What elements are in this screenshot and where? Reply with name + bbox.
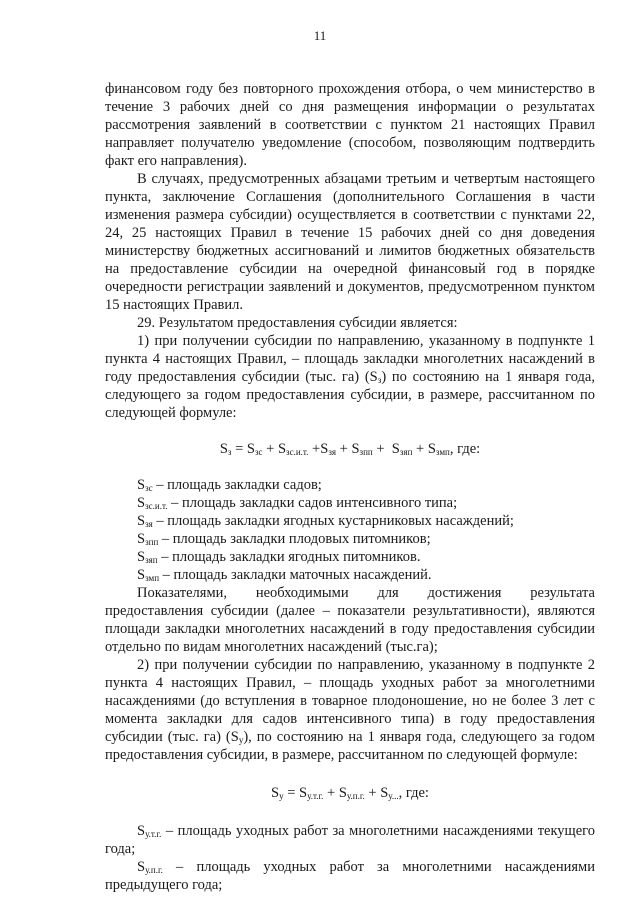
- paragraph-29-2: [105, 656, 595, 764]
- formula-2: $S_у = S_{у.т.г.} + S_{у.п.г.} + S_{у...}$, где:: [271, 785, 429, 801]
- p6-sub: у: [238, 735, 244, 745]
- page-number: 11: [313, 28, 327, 43]
- definition-item: $S_{у.т.г.}$ – площадь уходных работ за многолетними насаждениями текущего года;: [105, 823, 595, 857]
- p6-text-b: ), по состоянию на 1 января года, следующего за годом предоставления субсидии, в размере, рассчитанном по следующей формуле:: [105, 729, 595, 763]
- definition-item: $S_{змп}$ – площадь закладки маточных насаждений.: [137, 567, 432, 583]
- paragraph-1: финансовом году без повторного прохождения отбора, о чем министерство в течение 3 рабочих дней со дня размещения информации о результатах рассмотрения заявлений в соответствии с пунктом 21 настоящих Правил направляет получателю уведомление (способом, позволяющим подтвердить факт его направления).: [105, 81, 595, 169]
- paragraph-29: 29. Результатом предоставления субсидии является:: [137, 315, 458, 331]
- formula-1: $S_з = S_{зс} + S_{зс.и.т.} +S_{зя} + S_{зпп} + S_{зяп} + S_{змп}$, где:: [219, 441, 481, 457]
- definition-item: $S_{зя}$ – площадь закладки ягодных кустарниковых насаждений;: [137, 513, 514, 529]
- paragraph-2: В случаях, предусмотренных абзацами третьим и четвертым настоящего пункта, заключение Соглашения (дополнительного Соглашения в части изменения размера субсидии) осуществляется в соответствии с пунктами 22, 24, 25 настоящих Правил в течение 15 рабочих дней со дня доведения министерству бюджетных ассигнований и лимитов бюджетных обязательств на предоставление субсидии на очередной финансовый год в порядке очередности регистрации заявлений и документов, предусмотренном пунктом 15 настоящих Правил.: [105, 171, 595, 313]
- paragraph-indicators: Показателями, необходимыми для достижения результата предоставления субсидии (далее – показатели результативности), являются площади закладки многолетних насаждений в году предоставления субсидии отдельно по видам многолетних насаждений (тыс.га);: [105, 585, 595, 655]
- definitions-list-2: [105, 822, 595, 894]
- definition-item: $S_{зпп}$ – площадь закладки плодовых питомников;: [137, 531, 431, 547]
- p4-text-a: 1) при получении субсидии по направлению, указанному в подпункте 1 пункта 4 настоящих Правил, – площадь закладки многолетних насаждений в году предоставления субсидии (тыс. га) (S: [105, 333, 595, 385]
- definition-item: $S_{зс}$ – площадь закладки садов;: [137, 477, 322, 493]
- p4-text-b: ) по состоянию на 1 января года, следующего за годом предоставления субсидии, в размере, рассчитанном по следующей формуле:: [105, 369, 595, 421]
- p4-sub: з: [377, 375, 382, 385]
- definition-item: $S_{у.п.г.}$ – площадь уходных работ за многолетними насаждениями предыдущего года;: [105, 859, 595, 893]
- paragraph-29-1: [105, 332, 595, 422]
- definition-item: $S_{зяп}$ – площадь закладки ягодных питомников.: [137, 549, 421, 565]
- definitions-list-1: [105, 476, 595, 584]
- document-body: [105, 80, 595, 894]
- p6-text-a: 2) при получении субсидии по направлению, указанному в подпункте 2 пункта 4 настоящих Правил, – площадь уходных работ за многолетними насаждениями (до вступления в товарное плодоношение, но не более 3 лет с момента закладки для садов интенсивного типа) в году предоставления субсидии (тыс. га) (S: [105, 657, 595, 745]
- definition-item: $S_{зс.и.т.}$ – площадь закладки садов интенсивного типа;: [137, 495, 458, 511]
